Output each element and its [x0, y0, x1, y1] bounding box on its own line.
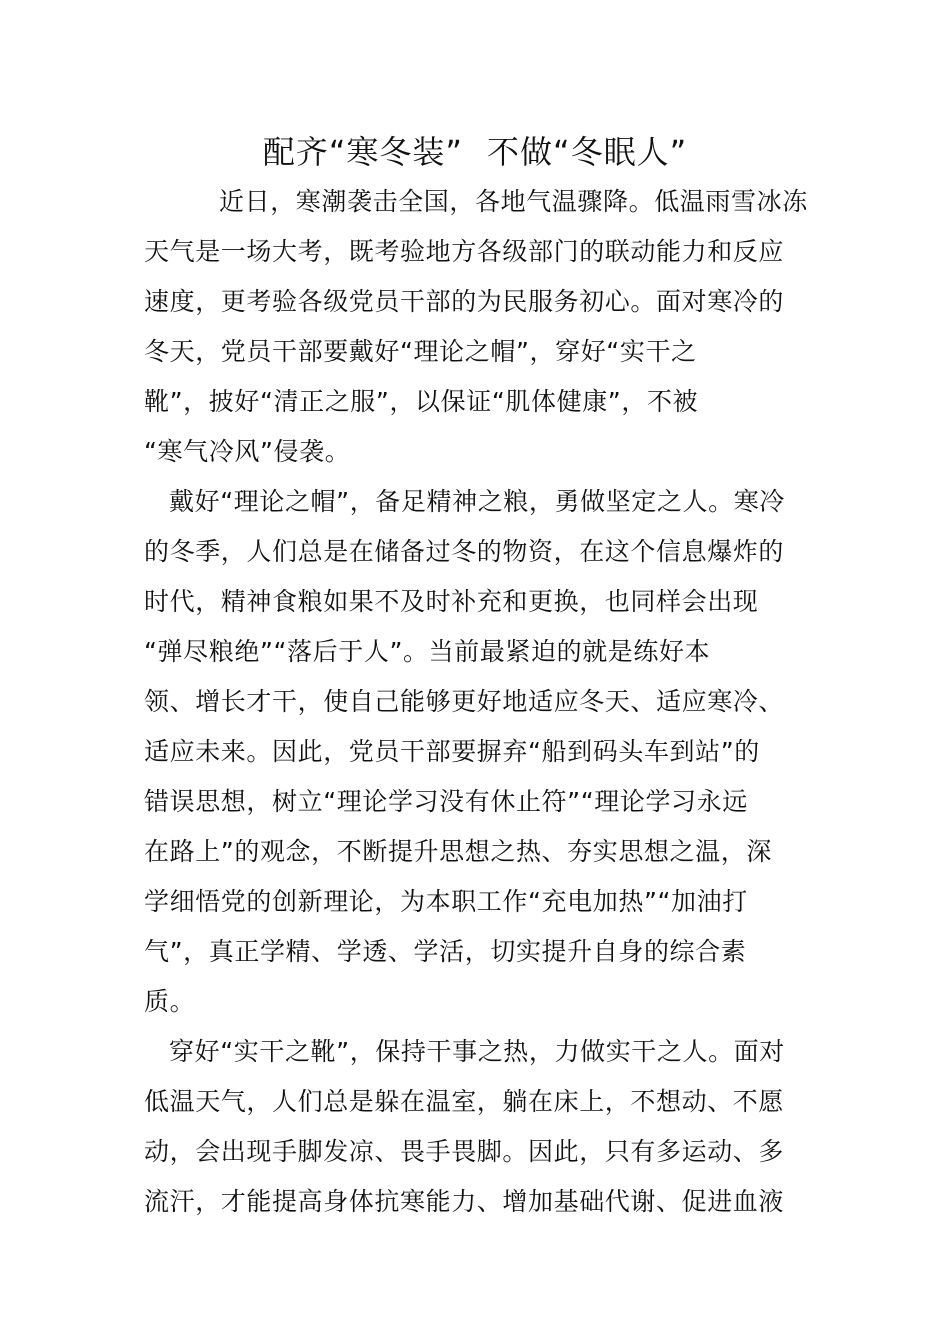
paragraph-1-line: 靴”，披好“清正之服”，以保证“肌体健康”，不被	[144, 387, 699, 416]
paragraph-1-line: 速度，更考验各级党员干部的为民服务初心。面对寒冷的	[144, 287, 785, 316]
title-part-2: 不做“冬眠人”	[487, 133, 688, 171]
paragraph-2-line: “弹尽粮绝”“落后于人”。当前最紧迫的就是练好本	[144, 637, 711, 666]
paragraph-1-line: 近日，寒潮袭击全国，各地气温骤降。低温雨雪冰冻	[219, 187, 808, 216]
paragraph-3-line: 动，会出现手脚发凉、畏手畏脚。因此，只有多运动、多	[144, 1137, 785, 1166]
paragraph-1-line: 天气是一场大考，既考验地方各级部门的联动能力和反应	[144, 237, 785, 266]
paragraph-2-line: 在路上”的观念，不断提升思想之热、夯实思想之温，深	[144, 837, 772, 866]
paragraph-2-line: 错误思想，树立“理论学习没有休止符”“理论学习永远	[144, 787, 748, 816]
paragraph-2-line: 时代，精神食粮如果不及时补充和更换，也同样会出现	[144, 587, 759, 616]
document-body	[144, 177, 808, 1227]
paragraph-2-line: 领、增长才干，使自己能够更好地适应冬天、适应寒冷、	[144, 687, 785, 716]
paragraph-3-line: 流汗，才能提高身体抗寒能力、增加基础代谢、促进血液	[144, 1187, 785, 1216]
paragraph-2-line: 质。	[144, 987, 196, 1016]
paragraph-3-line: 穿好“实干之靴”，保持干事之热，力做实干之人。面对	[169, 1037, 785, 1066]
paragraph-2-line: 学细悟党的创新理论，为本职工作“充电加热”“加油打	[144, 887, 748, 916]
document-title	[0, 126, 950, 178]
paragraph-2-line: 戴好“理论之帽”，备足精神之粮，勇做坚定之人。寒冷	[169, 487, 785, 516]
title-part-1: 配齐“寒冬装”	[262, 133, 463, 171]
paragraph-2-line: 的冬季，人们总是在储备过冬的物资，在这个信息爆炸的	[144, 537, 785, 566]
paragraph-2-line: 气”，真正学精、学透、学活，切实提升自身的综合素	[144, 937, 747, 966]
paragraph-1-line: 冬天，党员干部要戴好“理论之帽”，穿好“实干之	[144, 337, 697, 366]
paragraph-3-line: 低温天气，人们总是躲在温室，躺在床上，不想动、不愿	[144, 1087, 785, 1116]
paragraph-2-line: 适应未来。因此，党员干部要摒弃“船到码头车到站”的	[144, 737, 760, 766]
paragraph-1-line: “寒气冷风”侵袭。	[144, 437, 351, 466]
